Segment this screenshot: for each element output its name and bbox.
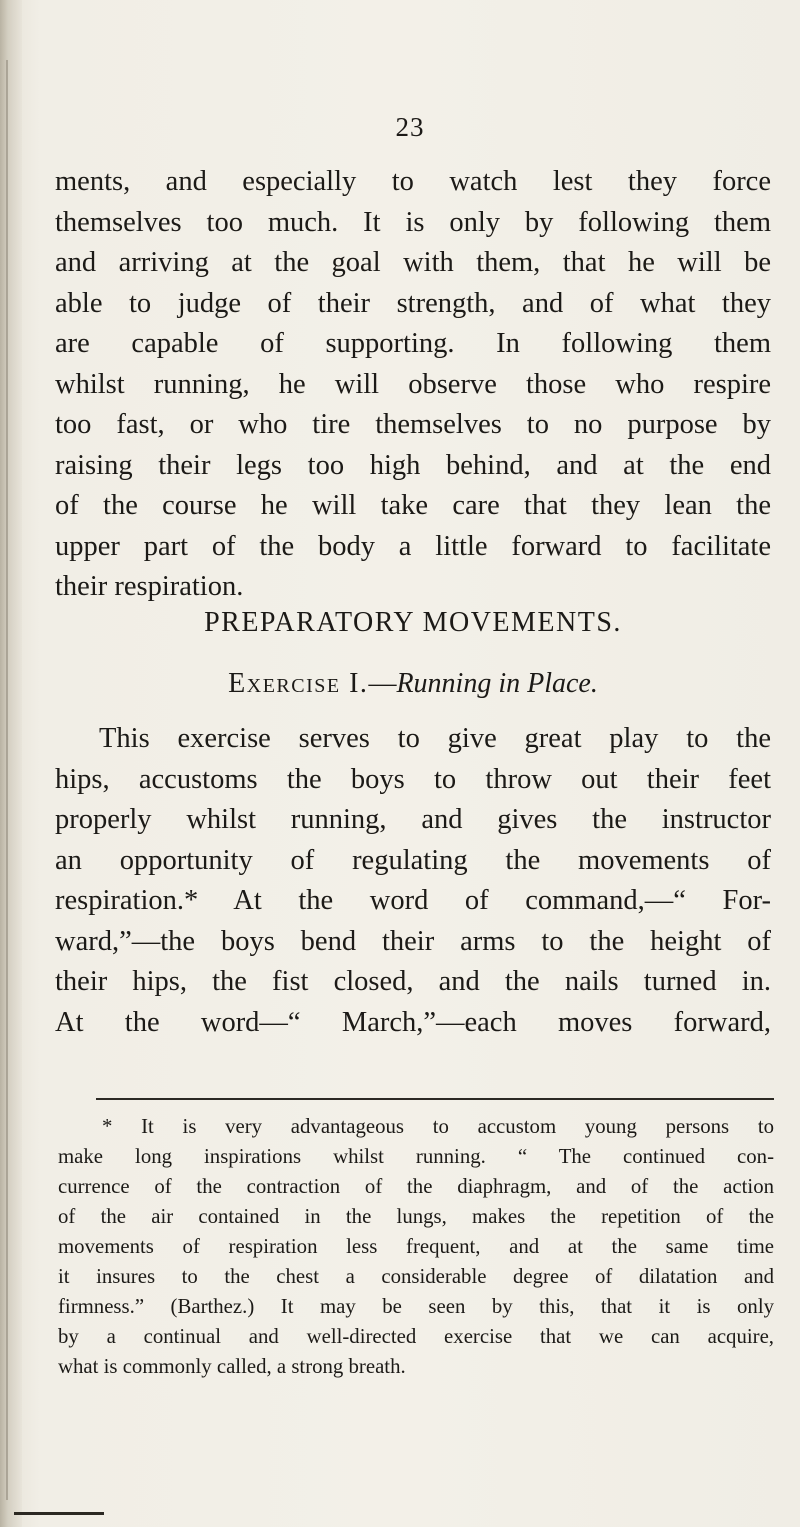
exercise-label: Exercise I. bbox=[228, 668, 369, 699]
exercise-dash: — bbox=[368, 668, 397, 699]
gutter-shadow-line bbox=[6, 60, 8, 1500]
paragraph-1-line: able to judge of their strength, and of what they bbox=[55, 287, 771, 319]
paragraph-2-line: respiration.* At the word of command,—“ For- bbox=[55, 885, 771, 916]
footnote-line: it insures to the chest a considerable degree of dilatation and bbox=[58, 1265, 774, 1288]
paragraph-2-line: their hips, the fist closed, and the nails turned in. bbox=[55, 966, 771, 997]
paragraph-1-line: raising their legs too high behind, and at the end bbox=[55, 449, 771, 481]
paragraph-1-line: themselves too much. It is only by following them bbox=[55, 206, 771, 238]
binding-gutter bbox=[0, 0, 22, 1527]
exercise-title: Running in Place. bbox=[396, 668, 598, 699]
footnote bbox=[58, 1112, 774, 1382]
page-number: 23 bbox=[395, 112, 425, 142]
paragraph-1-line: too fast, or who tire themselves to no purpose by bbox=[55, 409, 771, 440]
footnote-line: by a continual and well-directed exercise that we can acquire, bbox=[58, 1325, 774, 1348]
footnote-line: * It is very advantageous to accustom young persons to bbox=[102, 1115, 774, 1138]
exercise-subheading bbox=[55, 668, 771, 700]
paragraph-2 bbox=[55, 719, 771, 1043]
section-heading: PREPARATORY MOVEMENTS. bbox=[204, 607, 622, 638]
paragraph-2-line: This exercise serves to give great play to the bbox=[99, 723, 771, 754]
paragraph-1-line: and arriving at the goal with them, that he will be bbox=[55, 247, 771, 278]
paragraph-1 bbox=[55, 162, 771, 608]
paragraph-1-line: of the course he will take care that they lean the bbox=[55, 490, 771, 521]
paragraph-2-line: hips, accustoms the boys to throw out their feet bbox=[55, 763, 771, 795]
footnote-line: currence of the contraction of the diaphragm, and of the action bbox=[58, 1175, 774, 1198]
paragraph-2-line: an opportunity of regulating the movements of bbox=[55, 844, 771, 876]
paragraph-2-line: properly whilst running, and gives the instructor bbox=[55, 804, 771, 835]
paragraph-1-line: upper part of the body a little forward to facilitate bbox=[55, 530, 771, 562]
footnote-line: movements of respiration less frequent, and at the same time bbox=[58, 1235, 774, 1258]
paragraph-2-line: ward,”—the boys bend their arms to the height of bbox=[55, 925, 771, 957]
paragraph-1-line: are capable of supporting. In following them bbox=[55, 328, 771, 359]
footnote-line: of the air contained in the lungs, makes the repetition of the bbox=[58, 1205, 774, 1228]
footnote-divider bbox=[96, 1098, 774, 1100]
binding-edge-mark bbox=[14, 1512, 104, 1515]
footnote-line: what is commonly called, a strong breath. bbox=[58, 1355, 406, 1378]
footnote-line: firmness.” (Barthez.) It may be seen by this, that it is only bbox=[58, 1295, 774, 1318]
paragraph-1-line: ments, and especially to watch lest they force bbox=[55, 166, 771, 197]
paragraph-2-line: At the word—“ March,”—each moves forward, bbox=[55, 1006, 771, 1038]
paragraph-1-line: whilst running, he will observe those who respire bbox=[55, 368, 771, 400]
footnote-line: make long inspirations whilst running. “ The continued con- bbox=[58, 1145, 774, 1168]
paragraph-1-line: their respiration. bbox=[55, 571, 244, 602]
